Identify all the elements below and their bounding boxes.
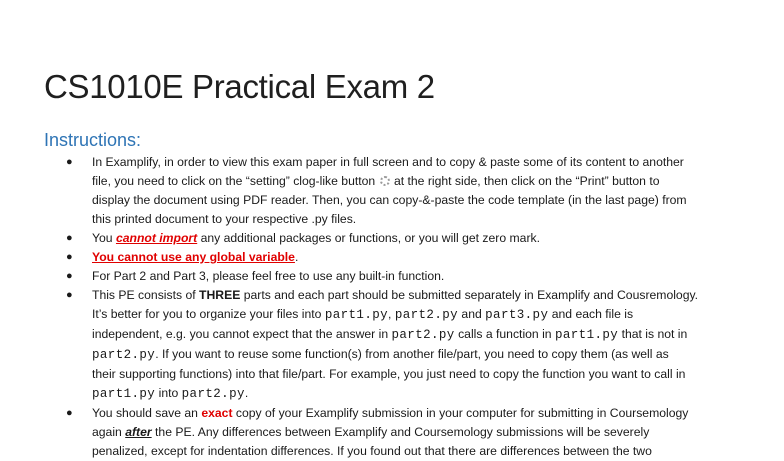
code-filename: part2.py bbox=[181, 387, 245, 401]
instructions-heading: Instructions: bbox=[44, 130, 142, 150]
text-line: display the document using PDF reader. Then, you can copy-&-paste the code template (in the last page) from bbox=[92, 193, 687, 207]
page-title: CS1010E Practical Exam 2 bbox=[44, 68, 435, 105]
text-line: It’s better for you to organize your files into part1.py, part2.py and part3.py and each file is bbox=[92, 307, 634, 322]
list-item bbox=[66, 229, 750, 248]
bullet-icon: ● bbox=[66, 251, 73, 263]
code-filename: part1.py bbox=[554, 328, 619, 342]
text-line: penalized, except for indentation differences. If you found out that there are differences between the two bbox=[92, 444, 652, 458]
text-line: In Examplify, in order to view this exam paper in full screen and to copy & paste some of its content to another bbox=[92, 155, 684, 169]
list-item bbox=[66, 267, 750, 286]
list-item bbox=[66, 404, 750, 461]
gear-icon bbox=[380, 176, 390, 186]
instructions-list bbox=[66, 153, 750, 461]
text-line: This PE consists of THREE parts and each part should be submitted separately in Examplify and Cousremology. bbox=[92, 288, 699, 302]
list-item bbox=[66, 153, 750, 229]
code-filename: part2.py bbox=[394, 308, 459, 322]
text-line: part2.py. If you want to reuse some function(s) from another file/part, you need to copy them (as well as bbox=[92, 347, 669, 362]
text-line: their supporting functions) into that file/part. For example, you just need to copy the function you want to call in bbox=[92, 367, 686, 381]
emphasis-text: You cannot use any global variable bbox=[92, 250, 295, 264]
emphasis-text: cannot import bbox=[115, 231, 198, 245]
text-line: independent, e.g. you cannot expect that the answer in part2.py calls a function in part1.py that is not in bbox=[92, 327, 688, 342]
text-line: file, you need to click on the “setting” clog-like button at the right side, then click on the “Print” button to bbox=[92, 174, 660, 188]
emphasis-text: after bbox=[125, 425, 152, 439]
code-filename: part3.py bbox=[485, 308, 549, 322]
code-filename: part2.py bbox=[92, 348, 156, 362]
code-filename: part2.py bbox=[391, 328, 455, 342]
text-line: part1.py into part2.py. bbox=[92, 386, 249, 401]
bullet-icon: ● bbox=[66, 156, 73, 168]
text-line: For Part 2 and Part 3, please feel free to use any built-in function. bbox=[92, 269, 445, 283]
emphasis-text: exact bbox=[201, 406, 233, 420]
bullet-icon: ● bbox=[66, 407, 73, 419]
code-filename: part1.py bbox=[324, 308, 389, 322]
text-line: You cannot use any global variable. bbox=[92, 250, 299, 264]
code-filename: part1.py bbox=[92, 387, 156, 401]
text-line: again after the PE. Any differences between Examplify and Coursemology submissions will be severely bbox=[92, 425, 650, 439]
text-line: You cannot import any additional packages or functions, or you will get zero mark. bbox=[92, 231, 540, 245]
text-line: this printed document to your respective .py files. bbox=[92, 212, 357, 226]
list-item bbox=[66, 248, 750, 267]
bullet-icon: ● bbox=[66, 232, 73, 244]
text-line: You should save an exact copy of your Examplify submission in your computer for submitting in Coursemology bbox=[92, 406, 689, 420]
list-item bbox=[66, 286, 750, 404]
bullet-icon: ● bbox=[66, 270, 73, 282]
bullet-icon: ● bbox=[66, 289, 73, 301]
